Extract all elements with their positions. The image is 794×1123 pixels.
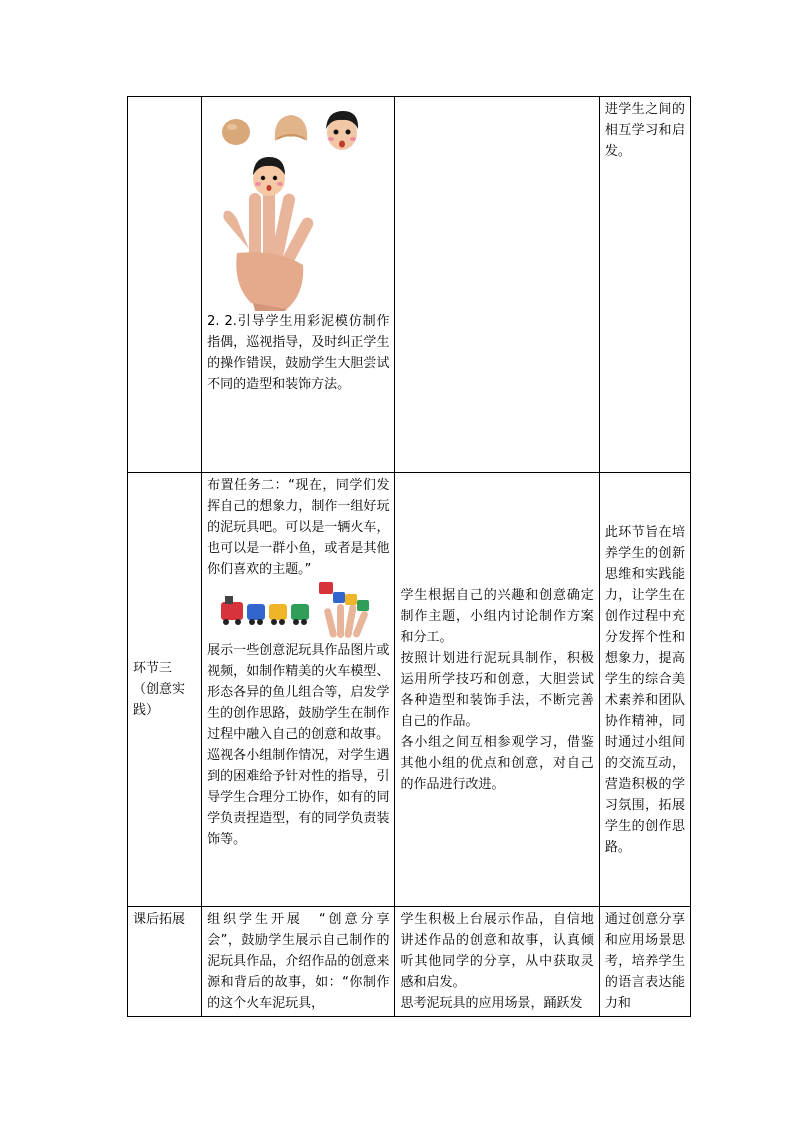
student-activity-1: 学生积极上台展示作品，自信地讲述作品的创意和故事，认真倾听其他同学的分享，从中获取灵感和启发。 xyxy=(400,912,594,990)
design-intent-cell xyxy=(599,907,690,1017)
patrol-guide-text: 巡视各小组制作情况，对学生遇到的困难给予针对性的指导，引导学生合理分工协作，如有的同学负责捏造型，有的同学负责装饰等。 xyxy=(207,748,390,847)
stage-label: 课后拓展 xyxy=(133,912,186,927)
table-row xyxy=(128,97,691,473)
teacher-activity-cell xyxy=(202,97,395,473)
stage-cell xyxy=(128,907,202,1017)
design-intent-cell xyxy=(599,473,690,907)
table-row xyxy=(128,473,691,907)
task-two-text: 布置任务二：“现在，同学们发挥自己的想象力，制作一组好玩的泥玩具吧。可以是一辆火车，也可以是一群小鱼，或者是其他你们喜欢的主题。” xyxy=(207,478,390,577)
stage-cell xyxy=(128,97,202,473)
student-activity-3: 各小组之间互相参观学习，借鉴其他小组的优点和创意，对自己的作品进行改进。 xyxy=(400,734,594,792)
finger-puppet-hand-image xyxy=(207,153,389,311)
clay-toys-illustration xyxy=(207,580,389,640)
stage-label: 环节三（创意实践） xyxy=(133,661,186,718)
teacher-activity-cell xyxy=(202,907,395,1017)
show-works-text: 展示一些创意泥玩具作品图片或视频，如制作精美的火车模型、形态各异的鱼儿组合等，启发学生的创作思路，鼓励学生在制作过程中融入自己的创意和故事。 xyxy=(207,643,390,742)
share-meeting-text: 组织学生开展 “创意分享会”，鼓励学生展示自己制作的泥玩具作品，介绍作品的创意来源和背后的故事，如：“你制作的这个火车泥玩具， xyxy=(207,912,390,1011)
student-activity-1: 学生根据自己的兴趣和创意确定制作主题，小组内讨论制作方案和分工。 xyxy=(400,587,594,645)
teacher-step-2-text: 2. 2.引导学生用彩泥模仿制作指偶，巡视指导，及时纠正学生的操作错误，鼓励学生大胆尝试不同的造型和装饰方法。 xyxy=(207,314,390,392)
student-activity-cell xyxy=(395,907,599,1017)
clay-head-steps-illustration xyxy=(207,99,389,153)
student-activity-cell xyxy=(395,473,599,907)
teacher-activity-cell xyxy=(202,473,395,907)
finger-puppet-hand-illustration xyxy=(207,153,389,311)
clay-head-steps-image xyxy=(207,99,389,153)
clay-train-toys-image xyxy=(207,580,389,640)
stage-cell xyxy=(128,473,202,907)
design-intent-cell xyxy=(599,97,690,473)
table-row xyxy=(128,907,691,1017)
student-activity-cell xyxy=(395,97,599,473)
design-intent-text: 此环节旨在培养学生的创新思维和实践能力，让学生在创作过程中充分发挥个性和想象力，提高学生的综合美术素养和团队协作精神，同时通过小组间的交流互动，营造积极的学习氛围，拓展学生的创作思路。 xyxy=(604,524,685,855)
student-activity-2: 按照计划进行泥玩具制作，积极运用所学技巧和创意，大胆尝试各种造型和装饰手法，不断完善自己的作品。 xyxy=(400,650,594,729)
design-intent-text: 进学生之间的相互学习和启发。 xyxy=(604,102,685,159)
student-activity-2: 思考泥玩具的应用场景，踊跃发 xyxy=(400,996,583,1011)
design-intent-text: 通过创意分享和应用场景思考，培养学生的语言表达能力和 xyxy=(604,912,685,1011)
lesson-plan-table xyxy=(127,96,691,1017)
